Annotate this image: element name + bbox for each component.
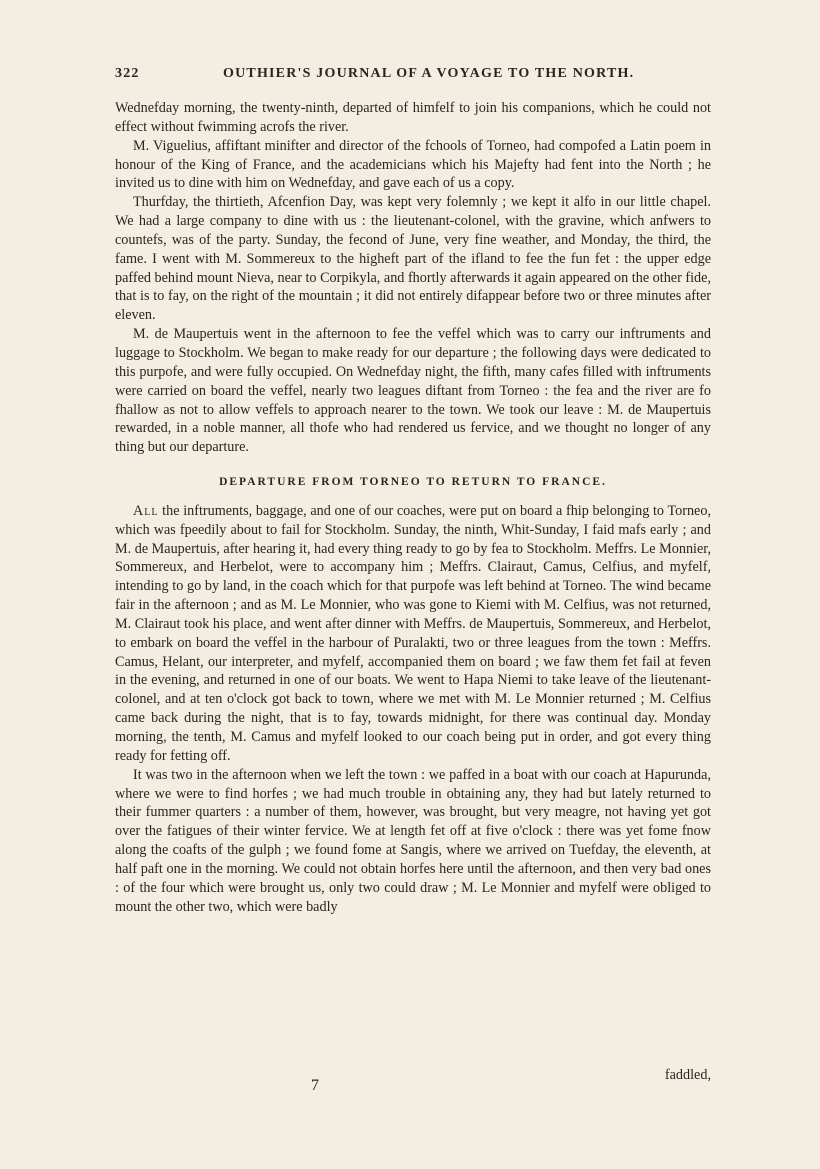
paragraph-text: the inftruments, baggage, and one of our coaches, were put on board a fhip belonging to Torneo, which was fpeedily about to fail for Stockholm. Sunday, the ninth, Whit-Sunday, I faid mafs early ; and M. de Maupertuis, after hearing it, had every thing ready to go by fea to Stockholm. Meffrs. Le Monnier, Sommereux, and Herbelot, were to accompany him ; Meffrs. Clairaut, Camus, Celfius, and myfelf, intending to go by land, in the coach which for that purpofe was left behind at Torneo. The wind became fair in the afternoon ; and as M. Le Monnier, who was gone to Kiemi with M. Celfius, was not returned, M. Clairaut took his place, and went after dinner with Meffrs. de Maupertuis, Sommereux, and Herbelot, to embark on board the veffel in the harbour of Puralakti, two or three leagues from the town : Meffrs. Camus, Helant, our interpreter, and myfelf, accompanied them on board ; we faw them fet fail at feven in the evening, and returned in one of our boats. We went to Hapa Niemi to take leave of the lieutenant-colonel, and at ten o'clock got back to town, where we met with M. Le Monnier returned ; M. Celfius came back during the night, that is to fay, towards midnight, for there was continual day. Monday morning, the tenth, M. Camus and myfelf looked to our coach being put in order, and got every thing ready for fetting off.	[115, 502, 711, 764]
paragraph: It was two in the afternoon when we left the town : we paffed in a boat with our coach at Hapurunda, where we were to find horfes ; we had much trouble in obtaining any, they had but lately returned to their fummer quarters : a number of them, however, was brought, but very meagre, not having yet got over the fatigues of their winter fervice. We at length fet off at five o'clock : there was yet fome fnow along the coafts of the gulph ; we found fome at Sangis, where we arrived on Tuefday, the eleventh, at half paft one in the morning. We could not obtain horfes here until the afternoon, and then very bad ones : of the four which were brought us, only two could draw ; M. Le Monnier and myfelf were obliged to mount the other two, which were badly	[115, 766, 711, 915]
page-number: 322	[115, 66, 140, 81]
paragraph	[115, 502, 711, 766]
paragraph: Wednefday morning, the twenty-ninth, departed of himfelf to join his companions, which he could not effect without fwimming acrofs the river.	[115, 100, 711, 135]
paragraph: M. Viguelius, affiftant minifter and director of the fchools of Torneo, had compofed a Latin poem in honour of the King of France, and the academicians which his Majefty had fent into the North ; he invited us to dine with him on Wednefday, and gave each of us a copy.	[115, 137, 711, 192]
catchword: faddled,	[664, 1067, 711, 1083]
body-text	[115, 99, 711, 916]
paragraph: Thurfday, the thirtieth, Afcenfion Day, was kept very folemnly ; we kept it alfo in our little chapel. We had a large company to dine with us : the lieutenant-colonel, with the gravine, which anfwers to countefs, was of the party. Sunday, the fecond of June, very fine weather, and Monday, the third, the fame. I went with M. Sommereux to the higheft part of the ifland to fee the fun fet : the upper edge paffed behind mount Nieva, near to Corpikyla, and fhortly afterwards it again appeared on the other fide, that is to fay, on the right of the mountain ; it did not entirely difappear before two or three minutes after eleven.	[115, 194, 711, 324]
running-header	[115, 66, 705, 82]
initial-word: All	[133, 502, 159, 519]
running-title: OUTHIER'S JOURNAL OF A VOYAGE TO THE NORTH.	[223, 66, 635, 81]
signature-mark: 7	[311, 1077, 319, 1094]
section-heading: DEPARTURE FROM TORNEO TO RETURN TO FRANCE.	[219, 476, 607, 489]
paragraph: M. de Maupertuis went in the afternoon to fee the veffel which was to carry our inftruments and luggage to Stockholm. We began to make ready for our departure ; the following days were dedicated to this purpofe, and were fully occupied. On Wednefday night, the fifth, many cafes filled with inftruments were carried on board the veffel, nearly two leagues diftant from Torneo : the fea and the river are fo fhallow as not to allow veffels to approach nearer to the town. We took our leave : M. de Maupertuis rewarded, in a noble manner, all thofe who had rendered us fervice, and we thought no longer of any thing but our departure.	[115, 326, 711, 456]
